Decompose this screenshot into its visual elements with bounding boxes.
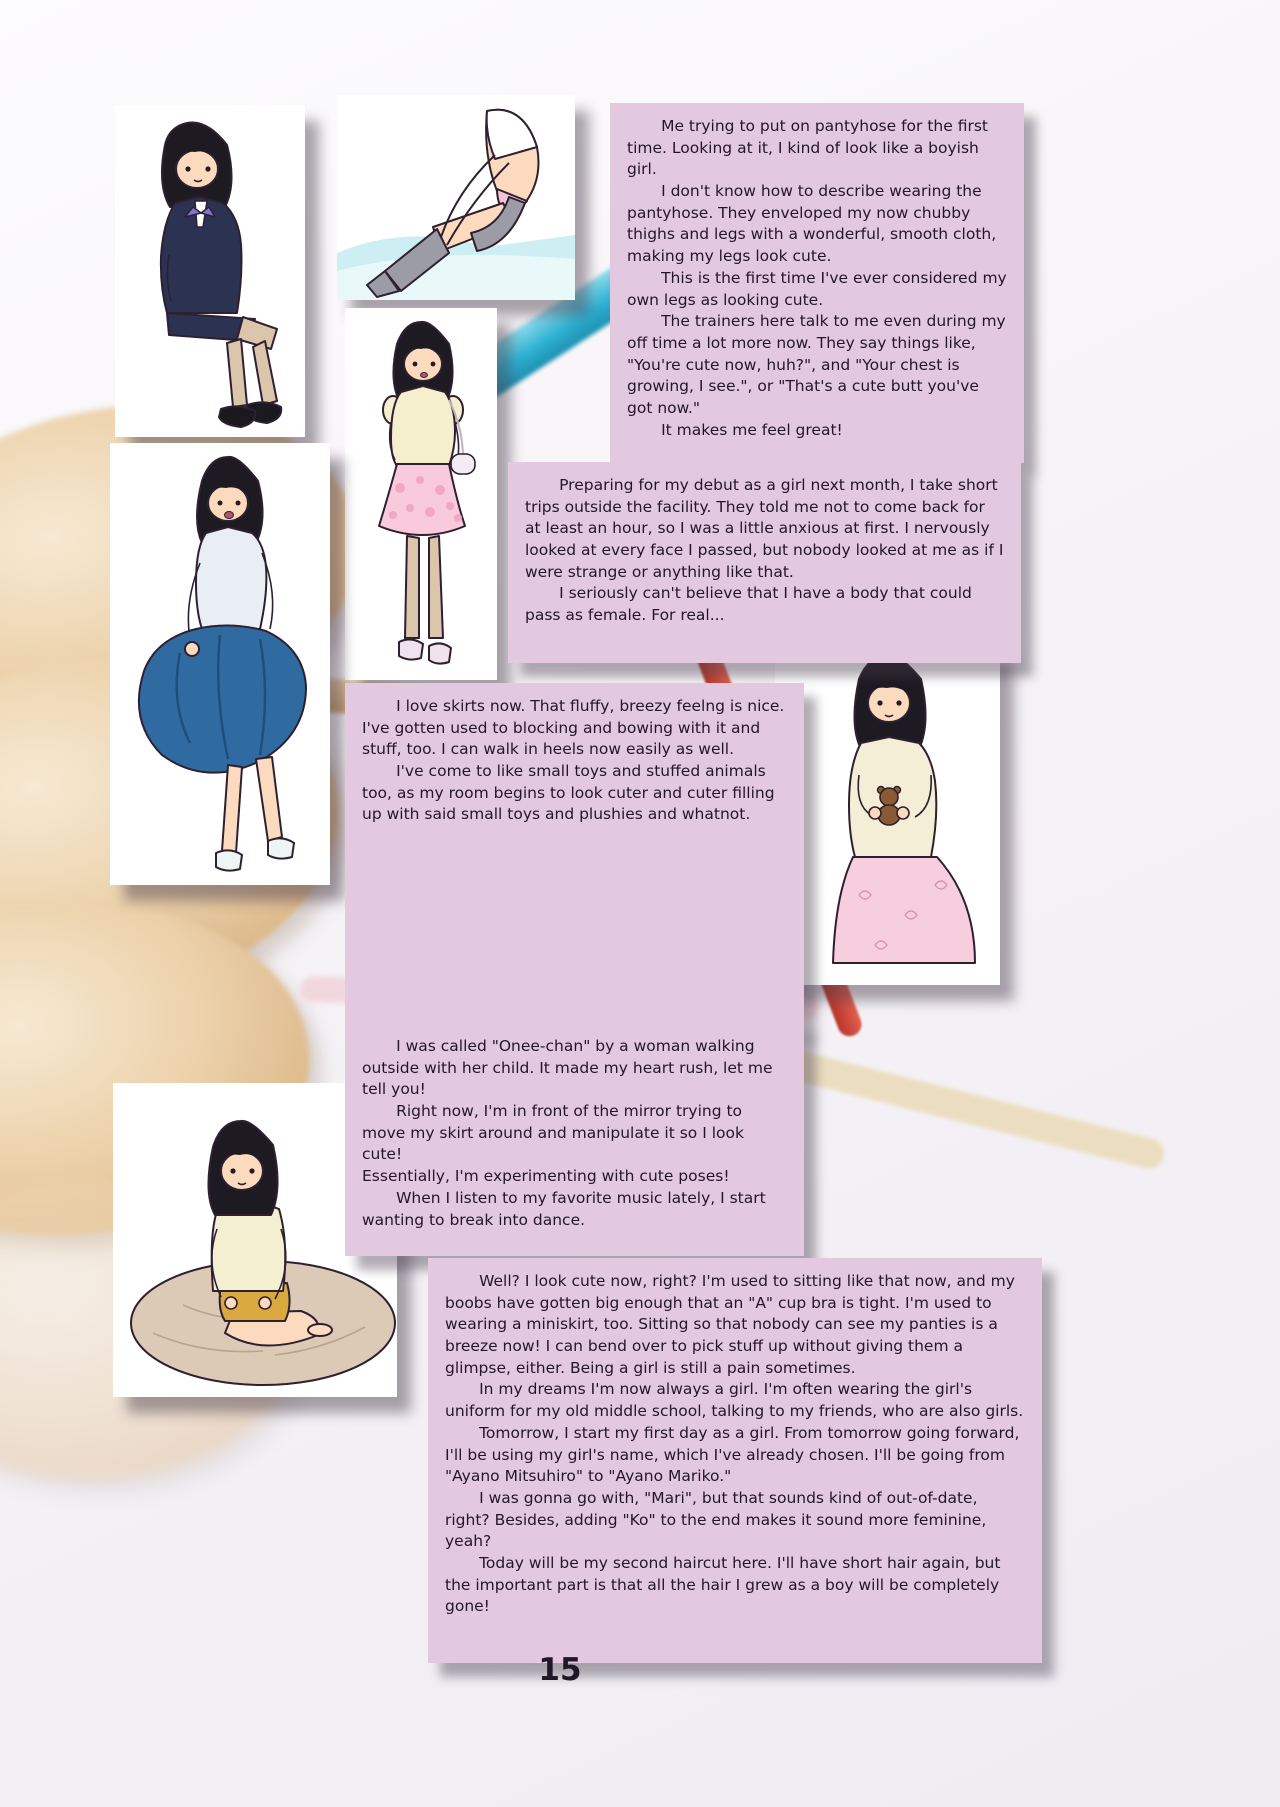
text-box-skirts [345,683,804,1028]
paragraph: I was called "Onee-chan" by a woman walking outside with her child. It made my heart rush, let me tell you! [362,1037,773,1099]
holding-teddy-bear-drawing [775,645,1000,985]
paragraph: Today will be my second haircut here. I'll have short hair again, but the important part is that all the hair I grew as a boy will be completely gone! [445,1553,1001,1616]
illustration-school-uniform-sitting [115,105,305,437]
paragraph: This is the first time I've ever considered my own legs as looking cute. [627,268,1007,309]
illustration-putting-on-pantyhose [337,95,575,300]
paragraph: I've come to like small toys and stuffed animals too, as my room begins to look cuter and cuter filling up with said small toys and plushies and whatnot. [362,762,775,824]
text-box-pantyhose [610,103,1024,463]
paragraph: The trainers here talk to me even during my off time a lot more now. They say things like, "You're cute now, huh?", and "Your chest is growing, I see.", or "That's a cute butt you've got now." [627,312,1006,417]
paragraph: Right now, I'm in front of the mirror trying to move my skirt around and manipulate it so I look cute! [362,1102,744,1164]
putting-on-pantyhose-drawing [337,95,575,300]
paragraph: In my dreams I'm now always a girl. I'm often wearing the girl's uniform for my old middle school, talking to my friends, who are also girls. [445,1380,1024,1421]
paragraph: It makes me feel great! [661,420,843,439]
illustration-holding-teddy-bear [775,645,1000,985]
paragraph: When I listen to my favorite music lately, I start wanting to break into dance. [362,1188,766,1229]
school-uniform-sitting-drawing [115,105,305,437]
text-box-finale [428,1258,1042,1663]
text-box-oneechan [345,1023,804,1256]
paragraph: Tomorrow, I start my first day as a girl. From tomorrow going forward, I'll be using my girl's name, which I've already chosen. I'll be going from "Ayano Mitsuhiro" to "Ayano Mariko." [445,1423,1020,1486]
paragraph: Me trying to put on pantyhose for the first time. Looking at it, I kind of look like a boyish girl. [627,117,988,179]
paragraph: I was gonna go with, "Mari", but that sounds kind of out-of-date, right? Besides, adding "Ko" to the end makes it sound more feminine, yeah? [445,1488,987,1551]
paragraph: I love skirts now. That fluffy, breezy feelng is nice. I've gotten used to blocking and bowing with it and stuff, too. I can walk in heels now easily as well. [362,697,785,759]
illustration-standing-pink-skirt [345,308,497,680]
page-number: 15 [538,1652,582,1688]
paragraph: I don't know how to describe wearing the pantyhose. They enveloped my now chubby thighs and legs with a wonderful, smooth cloth, making my legs look cute. [627,182,997,266]
standing-pink-skirt-drawing [345,308,497,680]
twirling-blue-skirt-drawing [110,443,330,885]
paragraph: Essentially, I'm experimenting with cute poses! [362,1167,730,1186]
cream-pencil [743,1038,1167,1171]
text-box-debut [508,462,1021,663]
paragraph: I seriously can't believe that I have a body that could pass as female. For real... [525,584,972,625]
illustration-twirling-blue-skirt [110,443,330,885]
paragraph: Well? I look cute now, right? I'm used to sitting like that now, and my boobs have gotten big enough that an "A" cup bra is tight. I'm used to wearing a miniskirt, too. Sitting so that nobody can see my panties is a breeze now! I can bend over to pick stuff up without giving them a glimpse, either. Being a girl is still a pain sometimes. [445,1272,1015,1377]
paragraph: Preparing for my debut as a girl next month, I take short trips outside the facility. They told me not to come back for at least an hour, so I was a little anxious at first. I nervously looked at every face I passed, but nobody looked at me as if I were strange or anything like that. [525,476,1004,581]
